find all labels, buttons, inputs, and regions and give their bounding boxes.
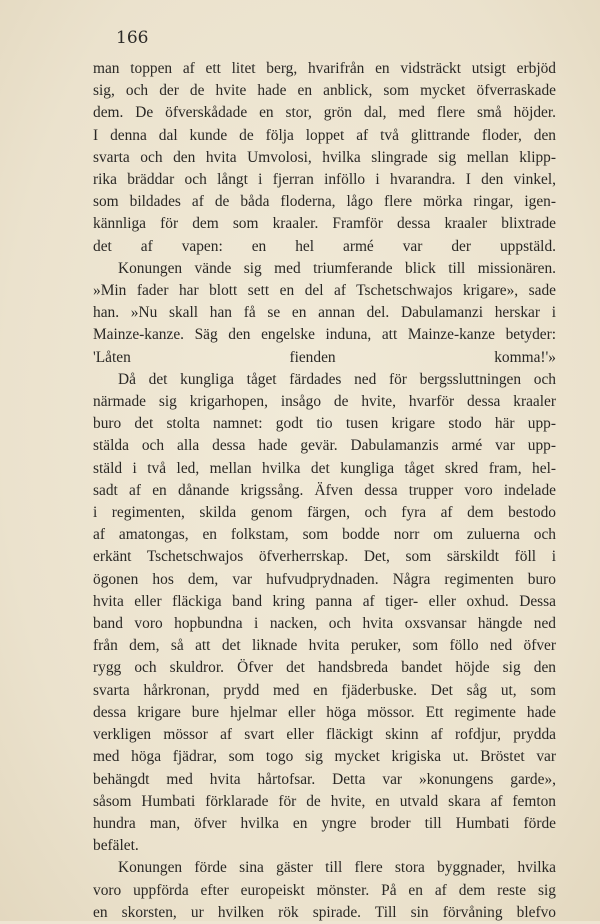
text-line: hvita eller fläckiga band kring panna af tiger- eller oxhud. Dessa <box>93 592 556 610</box>
text-line: han. »Nu skall han få se en annan del. Dabulamanzi herskar i <box>93 304 556 322</box>
text-line: verkligen mössor af svart eller fläckigt skinn af rofdjur, prydda <box>93 726 556 744</box>
text-line: Konungen förde sina gäster till flere stora byggnader, hvilka <box>118 859 556 877</box>
text-line: behängdt med hvita hårtofsar. Detta var »konungens garde», <box>93 770 556 788</box>
text-line: svarta hårkronan, prydd med en fjäderbuske. Det såg ut, som <box>93 681 556 699</box>
text-line: dem. De öfverskådade en stor, grön dal, med flere små höjder. <box>93 104 556 122</box>
text-line: svarta och den hvita Umvolosi, hvilka slingrade sig mellan klipp- <box>93 148 556 166</box>
text-line: som bildades af de båda floderna, lågo flere mörka ringar, igen- <box>93 193 556 211</box>
text-line: Då det kungliga tåget färdades ned för bergssluttningen och <box>118 370 556 388</box>
text-line: ögonen hos dem, var hufvudprydnaden. Några regimenten buro <box>93 570 556 588</box>
text-line: I denna dal kunde de följa loppet af två glittrande floder, den <box>93 126 556 144</box>
text-line: stälda och alla dessa hade gevär. Dabulamanzis armé var upp- <box>93 437 556 455</box>
text-line: 'Låten fienden komma!'» <box>93 348 556 366</box>
text-line: en skorsten, ur hvilken rök spirade. Till sin förvåning blefvo <box>93 903 556 921</box>
text-line: rygg och skuldror. Öfver det handsbreda bandet höjde sig den <box>93 659 556 677</box>
page-number: 166 <box>116 28 149 48</box>
text-line: hundra man, öfver hvilka en yngre broder till Humbati förde <box>93 814 556 832</box>
text-line: erkänt Tschetschwajos öfverherrskap. Det, som särskildt föll i <box>93 548 556 566</box>
text-line: Mainze-kanze. Säg den engelske induna, att Mainze-kanze betyder: <box>93 326 556 344</box>
text-line: buro det stolta namnet: godt tio tusen krigare stodo här upp- <box>93 415 556 433</box>
text-line: af amatongas, en folkstam, som bodde norr om zuluerna och <box>93 526 556 544</box>
text-line: i regimenten, skilda genom färgen, och fyra af dem bestodo <box>93 504 556 522</box>
text-line: sig, och der de hvite hade en anblick, som mycket öfverraskade <box>93 82 556 100</box>
text-line: stäld i två led, mellan hvilka det kungliga tåget skred fram, hel- <box>93 459 556 477</box>
paragraph <box>93 58 556 258</box>
text-line: voro uppförda efter europeiskt mönster. På en af dem reste sig <box>93 881 556 899</box>
text-line: såsom Humbati förklarade för de hvite, en utvald skara af femton <box>93 792 556 810</box>
text-line: med höga fjädrar, som togo sig mycket krigiska ut. Bröstet var <box>93 748 556 766</box>
paragraph <box>93 258 556 369</box>
text-line: Konungen vände sig med triumferande blick till missionären. <box>118 259 556 277</box>
text-line: »Min fader har blott sett en del af Tschetschwajos krigare», sade <box>93 282 556 300</box>
text-line: närmade sig krigarhopen, insågo de hvite, hvarför dessa kraaler <box>93 393 556 411</box>
text-line: man toppen af ett litet berg, hvarifrån en vidsträckt utsigt erbjöd <box>93 60 556 77</box>
text-line: sadt af en dånande krigssång. Äfven dessa trupper voro indelade <box>93 481 556 499</box>
paragraph <box>93 369 556 857</box>
text-line: dessa krigare bure hjelmar eller höga mössor. Ett regimente hade <box>93 703 556 721</box>
text-line: det af vapen: en hel armé var der uppstäld. <box>93 237 556 255</box>
text-line: band voro hopbundna i nacken, och hvita oxsvansar hängde ned <box>93 615 556 633</box>
text-line: från dem, så att det liknade hvita peruker, som föllo ned öfver <box>93 637 556 655</box>
body-text <box>93 58 556 924</box>
text-line: rika bräddar och långt i fjerran inföllo i hvarandra. I den vinkel, <box>93 171 556 189</box>
paragraph <box>93 857 556 924</box>
text-line: befälet. <box>93 837 139 855</box>
text-line: kännliga för dem som kraaler. Framför dessa kraaler blixtrade <box>93 215 556 233</box>
